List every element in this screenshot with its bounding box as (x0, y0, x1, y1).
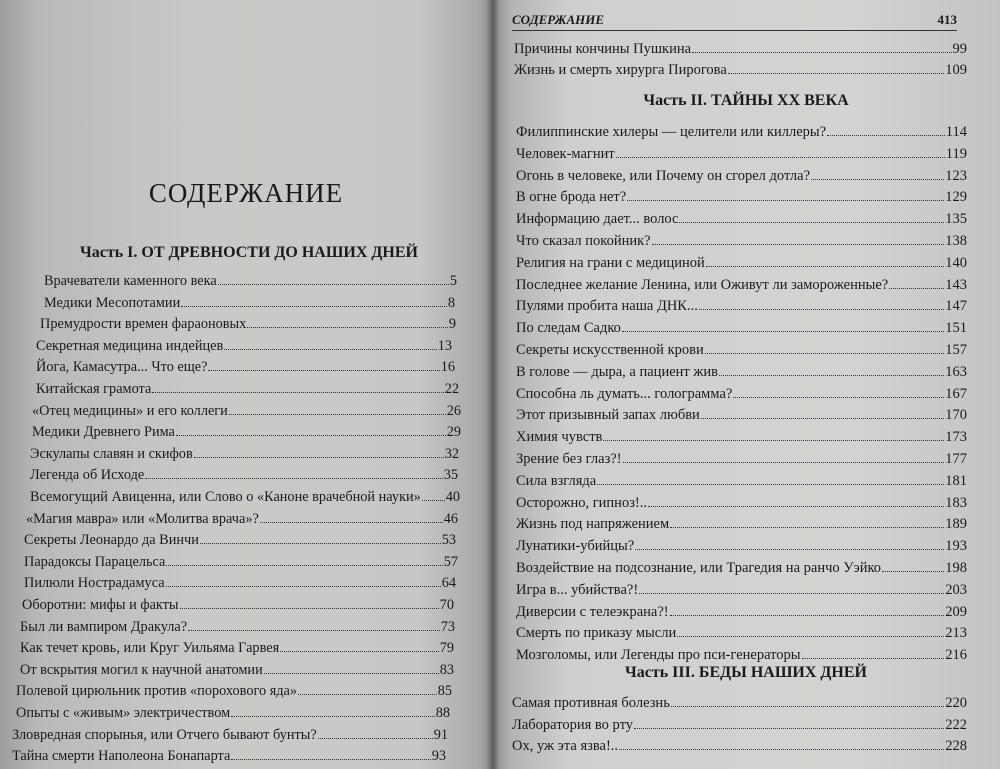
dot-leader (200, 529, 441, 544)
toc-entry-title: Секретная медицина индейцев (36, 337, 224, 354)
toc-entry-title: Информацию дает... волос (516, 211, 679, 228)
toc-entry-page: 32 (444, 445, 459, 462)
toc-entry-page: 163 (945, 363, 967, 380)
toc-entry (30, 486, 460, 506)
toc-entry (516, 295, 967, 317)
toc-entry-title: Тайна смерти Наполеона Бонапарта (12, 748, 231, 765)
toc-entry-page: 26 (446, 402, 461, 419)
toc-entry-page: 22 (444, 381, 459, 397)
toc-entry-page: 143 (945, 276, 967, 293)
toc-entry-title: В огне брода нет? (516, 189, 627, 206)
dot-leader (597, 470, 944, 485)
toc-entry-title: Самая противная болезнь (512, 695, 670, 711)
toc-entry (516, 470, 967, 492)
dot-leader (719, 361, 944, 376)
dot-leader (264, 659, 439, 674)
toc-entry-title: Причины кончины Пушкина (514, 41, 692, 57)
dot-leader (166, 551, 442, 566)
toc-entry-page: 73 (440, 618, 455, 635)
dot-leader (811, 165, 944, 180)
dot-leader (180, 594, 439, 609)
toc-entry-page: 213 (945, 625, 967, 642)
dot-leader (733, 383, 944, 398)
toc-entry-page: 135 (945, 211, 967, 228)
dot-leader (670, 513, 944, 528)
dot-leader (247, 313, 448, 328)
toc-entry-title: «Магия мавра» или «Молитва врача»? (26, 510, 259, 527)
toc-entry-title: В голове — дыра, а пациент жив (516, 363, 718, 380)
dot-leader (706, 252, 944, 267)
toc-entry (16, 702, 450, 722)
toc-entry-title: Жизнь и смерть хирурга Пирогова (514, 62, 727, 78)
toc-entry (16, 680, 452, 700)
toc-entry (32, 421, 461, 441)
dot-leader (882, 557, 944, 572)
toc-entry (516, 579, 967, 601)
dot-leader (603, 426, 944, 441)
dot-leader (889, 274, 944, 289)
toc-entry (516, 165, 967, 187)
toc-entry (24, 572, 456, 592)
toc-entry-title: Всемогущий Авиценна, или Слово о «Каноне врачебной науки» (30, 489, 421, 505)
dot-leader (648, 492, 944, 507)
toc-entry-title: Сила взгляда (516, 472, 597, 489)
toc-entry-title: Парадоксы Парацельса (24, 553, 166, 570)
toc-entry (514, 38, 967, 60)
toc-entry-page: 88 (435, 705, 450, 721)
running-head (512, 12, 957, 31)
toc-entry-title: Этот призывный запах любви (516, 407, 700, 424)
dot-leader (208, 356, 439, 371)
toc-entry (514, 59, 967, 81)
toc-entry (12, 724, 448, 744)
dot-leader (627, 186, 944, 201)
running-head-title: СОДЕРЖАНИЕ (512, 12, 605, 27)
toc-entry-page: 83 (439, 661, 454, 678)
toc-entry (516, 230, 967, 252)
dot-leader (231, 702, 435, 717)
toc-entry (516, 448, 967, 470)
toc-title: СОДЕРЖАНИЕ (148, 178, 344, 208)
toc-entry-title: Игра в... убийства?! (516, 581, 639, 598)
toc-entry-title: Как течет кровь, или Круг Уильяма Гарвея (20, 640, 280, 657)
toc-entry-page: 109 (945, 62, 967, 78)
toc-entry-page: 46 (443, 510, 458, 527)
dot-leader (218, 270, 449, 285)
toc-entry (20, 616, 455, 636)
toc-entry-page: 193 (945, 538, 967, 555)
toc-entry-page: 16 (440, 359, 455, 376)
toc-entry-page: 167 (945, 385, 967, 402)
part-3-heading: Часть III. БЕДЫ НАШИХ ДНЕЙ (625, 664, 867, 681)
toc-entry-page: 40 (445, 489, 460, 505)
toc-entry-page: 91 (433, 726, 448, 743)
toc-entry-page: 198 (945, 560, 967, 576)
toc-entry-page: 209 (945, 603, 967, 620)
dot-leader (422, 486, 445, 501)
toc-entry (516, 404, 967, 426)
toc-entry (30, 464, 458, 484)
toc-entry-title: Был ли вампиром Дракула? (20, 618, 188, 635)
dot-leader (318, 724, 433, 739)
toc-entry (516, 492, 967, 514)
toc-entry-page: 57 (443, 553, 458, 570)
toc-entry-page: 85 (437, 683, 452, 700)
dot-leader (623, 448, 945, 463)
dot-leader (280, 637, 439, 652)
dot-leader (639, 579, 944, 594)
toc-entry-page: 13 (437, 337, 452, 354)
dot-leader (728, 59, 944, 74)
dot-leader (635, 535, 944, 550)
dot-leader (670, 601, 945, 616)
toc-entry (516, 513, 967, 535)
toc-entry-title: Оборотни: мифы и факты (22, 597, 179, 613)
dot-leader (224, 335, 436, 350)
toc-entry-page: 183 (945, 494, 967, 511)
toc-entry-title: Жизнь под напряжением (516, 516, 670, 533)
dot-leader (705, 339, 945, 354)
toc-entry-title: Медики Древнего Рима (32, 424, 175, 441)
dot-leader (616, 143, 945, 158)
toc-entry-title: Химия чувств (516, 429, 603, 446)
toc-entry-title: Секреты Леонардо да Винчи (24, 532, 199, 549)
toc-entry-page: 35 (443, 467, 458, 484)
toc-entry (516, 426, 967, 448)
toc-entry-title: Зрение без глаз?! (516, 451, 622, 467)
toc-entry-title: От вскрытия могил к научной анатомии (20, 661, 263, 678)
toc-entry (36, 335, 452, 355)
toc-entry-title: Огонь в человеке, или Почему он сгорел дотла? (516, 167, 811, 184)
toc-entry (22, 594, 454, 614)
toc-entry (516, 557, 967, 579)
dot-leader (188, 616, 440, 631)
dot-leader (671, 692, 944, 707)
toc-entry-title: Способна ль думать... голограмма? (516, 385, 733, 402)
dot-leader (634, 714, 944, 729)
toc-entry-title: Пулями пробита наша ДНК... (516, 298, 698, 315)
dot-leader (231, 745, 430, 760)
toc-entry (24, 529, 456, 549)
toc-entry-page: 123 (945, 167, 967, 184)
toc-entry-page: 9 (448, 316, 456, 333)
dot-leader (692, 38, 951, 53)
toc-entry-page: 29 (446, 424, 461, 441)
toc-entry-title: Лунатики-убийцы? (516, 538, 635, 555)
toc-entry-page: 79 (439, 640, 454, 657)
toc-entry (36, 378, 459, 398)
toc-entry-title: Премудрости времен фараоновых (40, 316, 247, 333)
toc-entry-title: Мозголомы, или Легенды про пси-генераторы (516, 647, 801, 664)
toc-entry-page: 220 (945, 695, 967, 711)
toc-entry-title: Легенда об Исходе (30, 467, 145, 484)
toc-entry-title: Китайская грамота (36, 381, 152, 397)
toc-entry (512, 735, 967, 757)
left-page (0, 0, 492, 769)
toc-entry-title: Йога, Камасутра... Что еще? (36, 359, 208, 376)
toc-entry-page: 8 (447, 294, 455, 311)
dot-leader (176, 421, 446, 436)
toc-entry-title: Филиппинские хилеры — целители или киллеры? (516, 124, 827, 140)
toc-entry-title: Врачеватели каменного века (44, 273, 217, 289)
dot-leader (166, 572, 441, 587)
toc-entry (516, 317, 967, 339)
toc-entry (516, 121, 967, 143)
toc-entry-page: 181 (945, 472, 967, 489)
dot-leader (677, 622, 944, 637)
dot-leader (194, 443, 444, 458)
toc-entry (516, 383, 967, 405)
toc-entry-page: 177 (945, 451, 967, 467)
toc-entry (20, 637, 454, 657)
toc-entry-page: 228 (945, 738, 967, 754)
toc-entry (516, 361, 967, 383)
dot-leader (181, 292, 447, 307)
toc-entry (516, 143, 967, 165)
toc-entry-page: 173 (945, 429, 967, 446)
toc-entry (26, 508, 458, 528)
toc-entry (516, 535, 967, 557)
toc-entry (30, 443, 459, 463)
toc-entry (24, 551, 458, 571)
toc-entry-title: «Отец медицины» и его коллеги (32, 402, 228, 419)
toc-entry-page: 70 (439, 597, 454, 613)
book-gutter (486, 0, 500, 769)
toc-entry (516, 339, 967, 361)
dot-leader (679, 208, 944, 223)
dot-leader (619, 735, 944, 750)
toc-entry-page: 138 (945, 233, 967, 249)
toc-entry (516, 186, 967, 208)
dot-leader (827, 121, 945, 136)
toc-entry-page: 157 (945, 342, 967, 358)
toc-entry-title: Смерть по приказу мысли (516, 625, 677, 642)
toc-entry-page: 129 (945, 189, 967, 206)
toc-entry-page: 216 (945, 647, 967, 664)
dot-leader (260, 508, 443, 523)
dot-leader (802, 644, 945, 659)
toc-entry (516, 208, 967, 230)
toc-entry-page: 222 (945, 716, 967, 733)
toc-entry-title: Лаборатория во рту (512, 716, 633, 733)
part-2-heading: Часть II. ТАЙНЫ XX ВЕКА (643, 92, 849, 109)
toc-entry-title: Пилюли Нострадамуса (24, 575, 165, 592)
toc-entry (516, 252, 967, 274)
toc-entry-title: По следам Садко (516, 320, 621, 337)
toc-entry-page: 119 (945, 145, 967, 162)
toc-entry-title: Зловредная спорынья, или Отчего бывают бунты? (12, 726, 317, 743)
toc-entry-title: Что сказал покойник? (516, 233, 651, 249)
toc-entry-title: Осторожно, гипноз!.. (516, 494, 648, 511)
toc-entry-page: 140 (945, 254, 967, 271)
dot-leader (622, 317, 944, 332)
toc-entry-title: Ох, уж эта язва!.. (512, 738, 619, 754)
toc-entry (44, 292, 455, 312)
dot-leader (229, 400, 446, 415)
toc-entry (512, 714, 967, 736)
toc-entry (40, 313, 456, 333)
toc-entry-page: 53 (441, 532, 456, 549)
toc-entry-title: Религия на грани с медициной (516, 254, 705, 271)
toc-entry-page: 203 (945, 581, 967, 598)
toc-entry-page: 170 (945, 407, 967, 424)
toc-entry (12, 745, 446, 765)
toc-entry (44, 270, 457, 290)
toc-entry-title: Эскулапы славян и скифов (30, 445, 193, 462)
toc-entry-page: 64 (441, 575, 456, 592)
toc-entry-title: Полевой цирюльник против «порохового яда» (16, 683, 298, 700)
toc-entry (20, 659, 454, 679)
dot-leader (699, 295, 944, 310)
toc-entry (36, 356, 455, 376)
dot-leader (152, 378, 443, 393)
toc-entry-title: Диверсии с телеэкрана?! (516, 603, 669, 620)
toc-entry-page: 151 (945, 320, 967, 337)
toc-entry-page: 93 (431, 748, 446, 765)
toc-entry-page: 189 (945, 516, 967, 533)
toc-entry (516, 274, 967, 296)
page-number: 413 (937, 12, 957, 27)
toc-entry-page: 99 (952, 41, 967, 57)
toc-entry-page: 5 (449, 273, 457, 289)
dot-leader (298, 680, 437, 695)
toc-entry-title: Человек-магнит (516, 145, 615, 162)
toc-entry-title: Воздействие на подсознание, или Трагедия на ранчо Уэйко (516, 560, 882, 576)
right-page (492, 0, 1000, 769)
dot-leader (701, 404, 944, 419)
toc-entry-title: Секреты искусственной крови (516, 342, 704, 358)
toc-entry-title: Последнее желание Ленина, или Оживут ли замороженные? (516, 276, 889, 293)
toc-entry (516, 601, 967, 623)
toc-entry (516, 622, 967, 644)
dot-leader (652, 230, 945, 245)
toc-entry-page: 147 (945, 298, 967, 315)
toc-entry (512, 692, 967, 714)
toc-entry-title: Медики Месопотамии (44, 294, 181, 311)
dot-leader (145, 464, 442, 479)
part-1-heading: Часть I. ОТ ДРЕВНОСТИ ДО НАШИХ ДНЕЙ (80, 244, 418, 261)
toc-entry-title: Опыты с «живым» электричеством (16, 705, 231, 721)
toc-entry (32, 400, 461, 420)
toc-entry-page: 114 (945, 124, 967, 140)
toc-entry (516, 644, 967, 666)
